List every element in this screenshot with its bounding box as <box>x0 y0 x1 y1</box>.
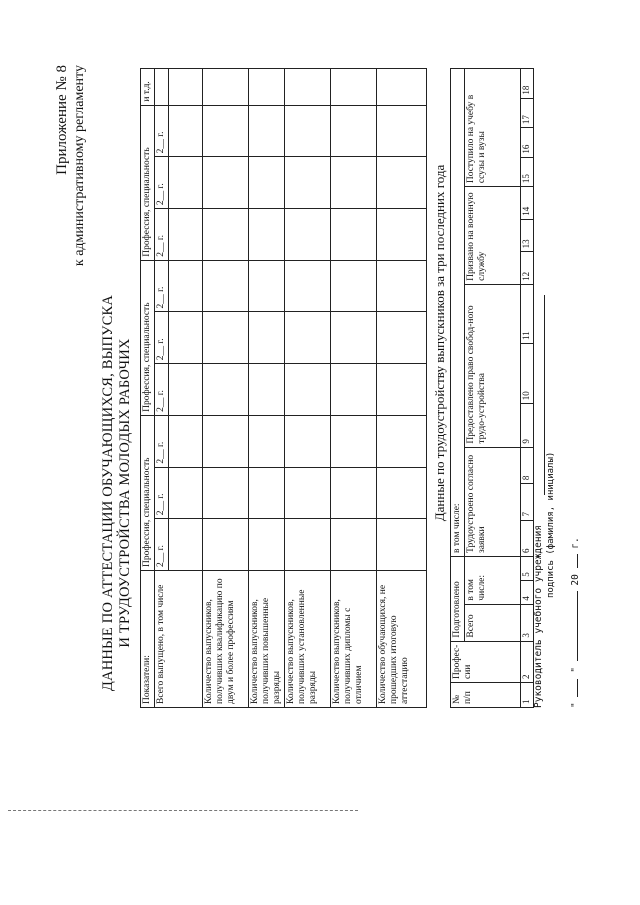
signature-date <box>566 208 582 708</box>
year-cell: 2__ г. <box>155 260 169 312</box>
col-index: 2 <box>521 641 534 682</box>
data-cell <box>377 208 427 260</box>
data-cell <box>377 415 427 467</box>
data-cell <box>203 208 249 260</box>
col-index: 4 <box>521 580 534 604</box>
col-incl-header: в том числе: <box>465 556 521 604</box>
data-cell <box>377 156 427 208</box>
year-cell: 2__ г. <box>155 363 169 415</box>
data-cell <box>169 105 203 157</box>
data-cell <box>331 467 377 519</box>
data-cell <box>169 363 203 415</box>
data-cell <box>249 105 285 157</box>
data-cell <box>203 415 249 467</box>
data-cell <box>285 68 331 105</box>
profession-header-1: Профессия, специальность <box>141 415 155 570</box>
data-cell <box>249 311 285 363</box>
data-cell <box>249 415 285 467</box>
data-cell <box>285 311 331 363</box>
col-index: 1 <box>521 682 534 707</box>
col-index: 13 <box>521 219 534 252</box>
data-cell <box>285 518 331 570</box>
col-profession-header: Профес-сии <box>451 641 521 682</box>
data-cell <box>331 311 377 363</box>
data-cell <box>331 415 377 467</box>
appendix-header <box>54 65 88 266</box>
data-cell <box>203 260 249 312</box>
date-quote-open: " <box>570 701 581 708</box>
data-cell <box>203 68 249 105</box>
data-cell <box>249 260 285 312</box>
data-cell <box>203 518 249 570</box>
data-cell <box>203 311 249 363</box>
col-employed-header: Трудоустроено согласно заявки <box>465 447 521 556</box>
row-label-total: Всего выпущено, в том числе <box>155 570 203 707</box>
data-cell <box>249 467 285 519</box>
data-cell <box>285 156 331 208</box>
col-index: 3 <box>521 604 534 641</box>
title-line-1: ДАННЫЕ ПО АТТЕСТАЦИИ ОБУЧАЮЩИХСЯ, ВЫПУСКА <box>100 294 116 691</box>
data-cell <box>169 260 203 312</box>
col-index: 7 <box>521 483 534 519</box>
data-cell <box>377 467 427 519</box>
indicators-header: Показатели: <box>141 570 155 707</box>
col-number-header: № п/п <box>451 682 521 707</box>
col-index: 10 <box>521 343 534 403</box>
col-prepared-header: Подготовлено <box>451 556 465 641</box>
col-index: 6 <box>521 520 534 556</box>
data-cell <box>331 260 377 312</box>
col-index: 17 <box>521 98 534 128</box>
profession-header-3: Профессия, специальность <box>141 105 155 260</box>
year-cell: 2__ г. <box>155 105 169 157</box>
data-cell <box>169 467 203 519</box>
appendix-reference: к административному регламенту <box>72 64 87 266</box>
date-year-line <box>566 554 578 568</box>
row-label-two-professions: Количество выпускников, получивших квалификацию по двум и более профессиям <box>203 570 249 707</box>
data-cell <box>169 68 203 105</box>
data-cell <box>249 518 285 570</box>
year-cell: 2__ г. <box>155 208 169 260</box>
col-index: 15 <box>521 157 534 187</box>
data-cell <box>203 105 249 157</box>
data-cell <box>285 208 331 260</box>
data-cell <box>169 156 203 208</box>
col-index: 16 <box>521 127 534 157</box>
col-army-header: Призвано на военную службу <box>465 186 521 284</box>
col-including-header: в том числе: <box>451 68 465 556</box>
row-label-standard-grades: Количество выпускников, получивших установленные разряды <box>285 570 331 707</box>
data-cell <box>331 105 377 157</box>
etc-header: и т.д. <box>141 68 155 105</box>
date-quote-close: " <box>570 666 581 673</box>
data-cell <box>169 415 203 467</box>
data-cell <box>169 518 203 570</box>
data-cell <box>203 156 249 208</box>
col-index: 12 <box>521 251 534 284</box>
data-cell <box>249 208 285 260</box>
data-cell <box>331 363 377 415</box>
data-cell <box>377 518 427 570</box>
document-title <box>100 113 134 873</box>
col-total-header: Всего <box>465 604 521 641</box>
data-cell <box>249 363 285 415</box>
row-label-failed: Количество обучающихся, не прошедших итоговую аттестацию <box>377 570 427 707</box>
row-label-honors: Количество выпускников, получивших дипломы с отличием <box>331 570 377 707</box>
data-cell <box>377 363 427 415</box>
col-index: 5 <box>521 556 534 580</box>
signature-block <box>532 208 582 708</box>
data-cell <box>331 68 377 105</box>
data-cell <box>285 260 331 312</box>
attestation-table <box>140 68 427 708</box>
data-cell <box>331 518 377 570</box>
scan-margin-line <box>8 810 358 813</box>
col-index: 18 <box>521 68 534 98</box>
data-cell <box>285 415 331 467</box>
appendix-number: Приложение № 8 <box>54 64 70 175</box>
col-index: 11 <box>521 284 534 343</box>
data-cell <box>169 311 203 363</box>
col-study-header: Поступило на учебу в ссузы и вузы <box>465 68 521 186</box>
date-day-line <box>566 678 578 696</box>
date-month-line <box>566 591 578 661</box>
data-cell <box>285 363 331 415</box>
year-cell: 2__ г. <box>155 518 169 570</box>
data-cell <box>377 105 427 157</box>
data-cell <box>377 260 427 312</box>
etc-cell <box>155 68 169 105</box>
data-cell <box>331 156 377 208</box>
signature-line <box>533 294 545 494</box>
year-cell: 2__ г. <box>155 156 169 208</box>
data-cell <box>331 208 377 260</box>
year-cell: 2__ г. <box>155 311 169 363</box>
data-cell <box>203 363 249 415</box>
col-free-header: Предоставлено право свобод-ного трудо-устройства <box>465 284 521 447</box>
data-cell <box>249 68 285 105</box>
data-cell <box>249 156 285 208</box>
profession-header-2: Профессия, специальность <box>141 260 155 415</box>
data-cell <box>169 208 203 260</box>
data-cell <box>285 467 331 519</box>
rotated-page <box>40 33 600 873</box>
date-year-prefix: 20 <box>570 573 581 586</box>
year-cell: 2__ г. <box>155 467 169 519</box>
signature-caption: подпись (фамилия, инициалы) <box>546 451 556 598</box>
employment-table <box>450 68 534 708</box>
col-index: 9 <box>521 403 534 446</box>
col-index: 14 <box>521 186 534 219</box>
data-cell <box>285 105 331 157</box>
col-index: 8 <box>521 447 534 483</box>
data-cell <box>203 467 249 519</box>
date-year-suffix: г. <box>570 536 581 549</box>
title-line-2: И ТРУДОУСТРОЙСТВА МОЛОДЫХ РАБОЧИХ <box>117 337 133 648</box>
employment-table-title: Данные по трудоустройству выпускников за три последних года <box>432 164 447 521</box>
signature-head-label: Руководитель учебного учреждения <box>533 524 544 708</box>
row-label-higher-grades: Количество выпускников, получивших повышенные разряды <box>249 570 285 707</box>
data-cell <box>377 311 427 363</box>
data-cell <box>377 68 427 105</box>
year-cell: 2__ г. <box>155 415 169 467</box>
